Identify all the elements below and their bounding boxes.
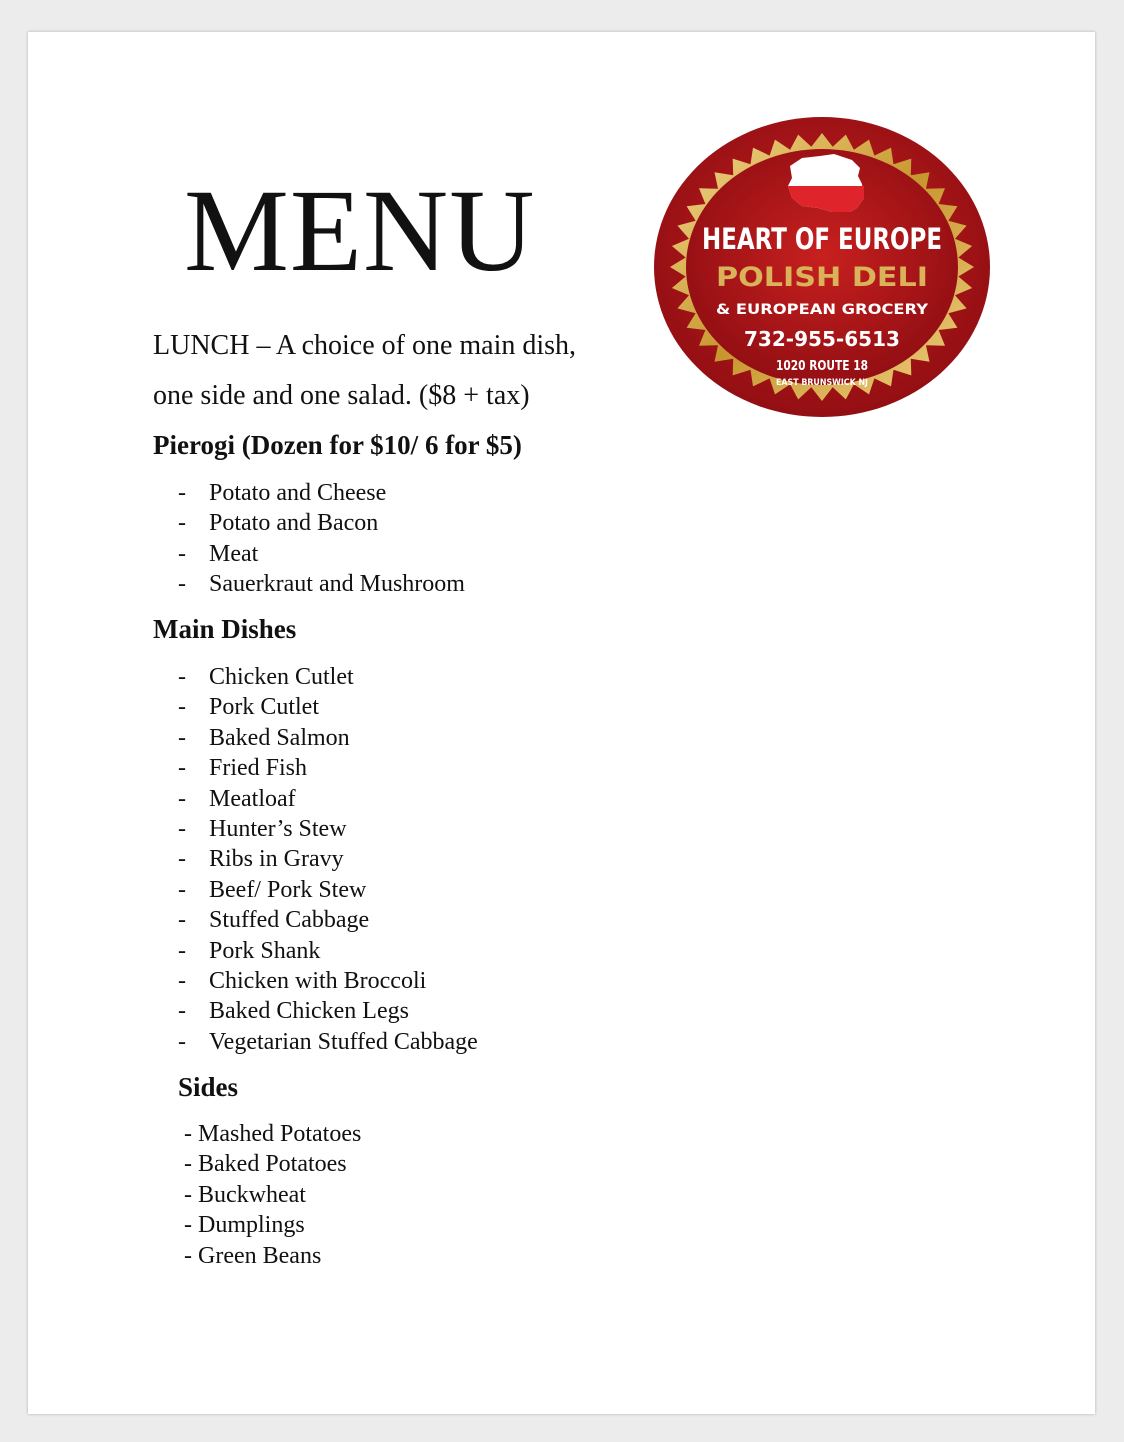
bullet-dash: - — [178, 694, 186, 721]
side-item: Mashed Potatoes — [198, 1121, 362, 1147]
main-dish-item: Chicken Cutlet — [209, 664, 354, 690]
lunch-description-line-1: LUNCH – A choice of one main dish, — [153, 330, 577, 361]
list-item — [184, 1210, 361, 1240]
bullet-dash: - — [178, 876, 186, 903]
list-item — [184, 1180, 361, 1210]
lunch-description-line-2: one side and one salad. ($8 + tax) — [153, 380, 530, 411]
logo-address-2: EAST BRUNSWICK NJ — [776, 378, 868, 388]
logo-line-3: & EUROPEAN GROCERY — [716, 302, 930, 318]
sides-list — [184, 1119, 361, 1271]
store-logo — [652, 116, 992, 418]
bullet-dash: - — [178, 937, 186, 964]
main-dish-item: Pork Shank — [209, 937, 321, 964]
menu-title: MENU — [184, 165, 536, 296]
logo-phone: 732-955-6513 — [744, 327, 900, 351]
main-dish-item: Meatloaf — [209, 785, 296, 812]
list-item — [184, 1119, 361, 1149]
side-item: Buckwheat — [198, 1181, 306, 1208]
main-dishes-heading: Main Dishes — [153, 614, 297, 644]
side-item: Dumplings — [198, 1212, 305, 1239]
bullet-dash: - — [178, 540, 186, 567]
sides-heading: Sides — [178, 1072, 239, 1102]
pierogi-item: Sauerkraut and Mushroom — [209, 571, 465, 598]
main-dish-item: Pork Cutlet — [209, 694, 320, 721]
bullet-dash: - — [184, 1121, 192, 1147]
bullet-dash: - — [178, 815, 186, 842]
main-dish-item: Vegetarian Stuffed Cabbage — [209, 1028, 478, 1055]
bullet-dash: - — [178, 967, 186, 994]
bullet-dash: - — [178, 846, 186, 873]
menu-page — [28, 32, 1095, 1414]
bullet-dash: - — [178, 755, 186, 782]
bullet-dash: - — [178, 571, 186, 598]
logo-address-1: 1020 ROUTE 18 — [776, 359, 868, 374]
side-item: Baked Potatoes — [198, 1151, 347, 1178]
list-item — [184, 1241, 361, 1271]
pierogi-item: Potato and Cheese — [209, 480, 387, 506]
pierogi-heading: Pierogi (Dozen for $10/ 6 for $5) — [153, 430, 522, 460]
main-dish-item: Baked Chicken Legs — [209, 998, 409, 1025]
bullet-dash: - — [178, 664, 186, 690]
bullet-dash: - — [178, 510, 186, 537]
bullet-dash: - — [184, 1181, 192, 1208]
main-dish-item: Fried Fish — [209, 755, 308, 782]
poland-map-icon — [788, 154, 864, 212]
main-dish-item: Ribs in Gravy — [209, 846, 344, 873]
pierogi-item: Potato and Bacon — [209, 510, 379, 537]
main-dish-item: Stuffed Cabbage — [209, 907, 370, 934]
bullet-dash: - — [184, 1242, 192, 1269]
bullet-dash: - — [178, 480, 186, 506]
bullet-dash: - — [178, 1028, 186, 1055]
bullet-dash: - — [178, 907, 186, 934]
bullet-dash: - — [178, 785, 186, 812]
bullet-dash: - — [184, 1151, 192, 1178]
main-dish-item: Chicken with Broccoli — [209, 967, 427, 994]
logo-seal — [652, 116, 992, 418]
bullet-dash: - — [184, 1212, 192, 1239]
side-item: Green Beans — [198, 1242, 322, 1269]
main-dish-item: Baked Salmon — [209, 724, 350, 751]
bullet-dash: - — [178, 724, 186, 751]
bullet-dash: - — [178, 998, 186, 1025]
main-dish-item: Hunter’s Stew — [209, 815, 347, 842]
logo-line-1: HEART OF EUROPE — [702, 222, 942, 256]
logo-line-2: POLISH DELI — [716, 262, 928, 293]
main-dish-item: Beef/ Pork Stew — [209, 876, 367, 903]
list-item — [184, 1149, 361, 1179]
pierogi-item: Meat — [209, 540, 259, 567]
